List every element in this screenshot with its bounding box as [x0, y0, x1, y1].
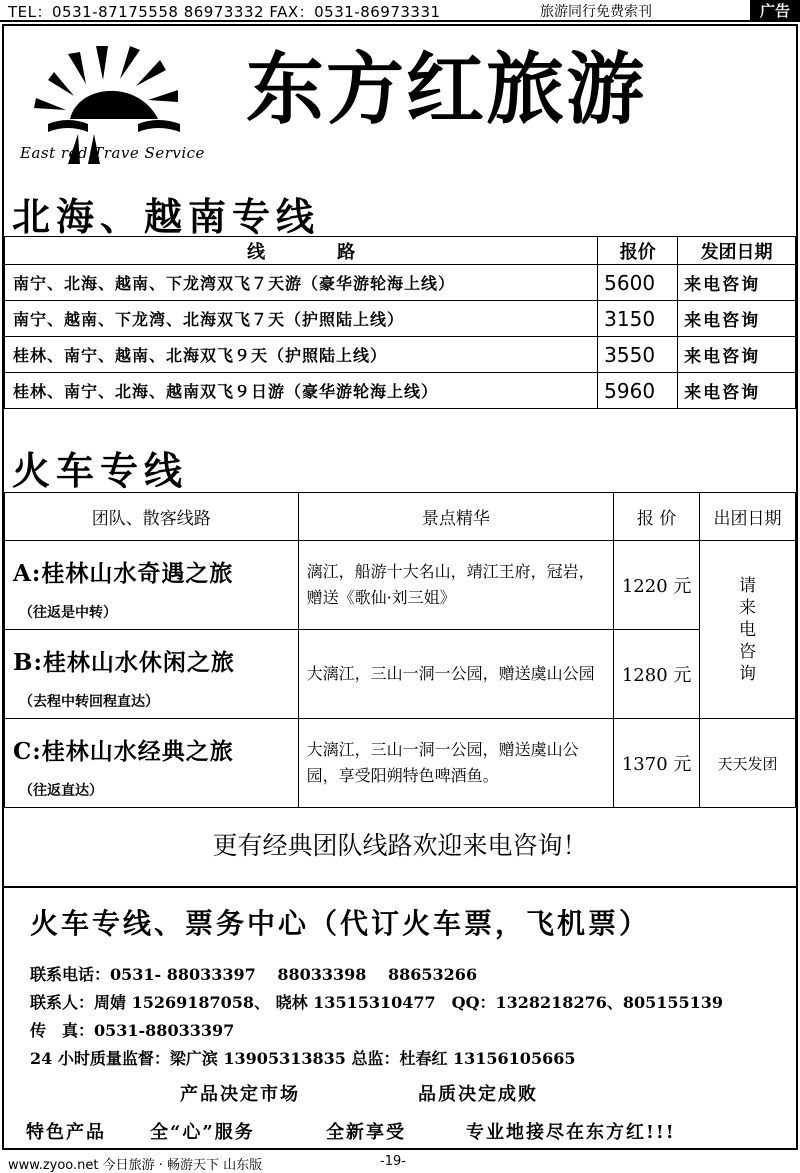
col-header-route: 线 路	[5, 237, 598, 265]
col-header-price: 报 价	[614, 493, 700, 541]
date-cell: 来电咨询	[678, 373, 796, 409]
slogan-item: 全“心”服务	[150, 1122, 255, 1143]
route-cell: 桂林、南宁、北海、越南双飞９日游（豪华游轮海上线）	[5, 373, 598, 409]
slogan-item: 专业地接尽在东方红!!!	[466, 1122, 676, 1143]
tour-cell	[5, 719, 299, 808]
table-row	[5, 337, 796, 373]
table-row	[5, 301, 796, 337]
col-header-price: 报价	[598, 237, 678, 265]
ticket-center-title: 火车专线、票务中心（代订火车票，飞机票）	[30, 907, 651, 940]
quality-supervision: 24 小时质量监督：梁广滨 13905313835 总监：杜春红 13156105665	[30, 1049, 576, 1068]
col-header-date: 发团日期	[678, 237, 796, 265]
price-cell: 3150	[598, 301, 678, 337]
table-header	[5, 237, 796, 265]
route-cell: 南宁、越南、下龙湾、北海双飞７天（护照陆上线）	[5, 301, 598, 337]
col-header-route: 团队、散客线路	[5, 493, 299, 541]
table-row	[5, 265, 796, 301]
date-cell: 来电咨询	[678, 337, 796, 373]
highlights-cell: 漓江，船游十大名山，靖江王府，冠岩，赠送《歌仙·刘三姐》	[298, 541, 614, 630]
table-row	[5, 630, 796, 719]
brand-name-cn: 东方红旅游	[246, 45, 647, 135]
date-cell	[700, 541, 796, 719]
footer	[0, 1152, 800, 1172]
table-header	[5, 493, 796, 541]
footer-site: www.zyoo.net 今日旅游 · 畅游天下 山东版	[8, 1158, 263, 1173]
highlights-cell: 大漓江，三山一洞一公园，赠送虞山公园	[298, 630, 614, 719]
tour-name: B:桂林山水休闲之旅	[13, 648, 235, 676]
tour-note: （去程中转回程直达）	[19, 693, 159, 710]
price-cell: 5600	[598, 265, 678, 301]
price-cell: 1280 元	[614, 630, 700, 719]
more-routes-banner: 更有经典团队线路欢迎来电咨询！	[4, 804, 796, 888]
table-row	[5, 719, 796, 808]
contact-line: TEL：0531-87175558 86973332 FAX：0531-86973331	[8, 3, 441, 21]
contact-phone: 联系电话：0531- 88033397 88033398 88653266	[30, 965, 478, 984]
tour-note: （往返是中转）	[19, 604, 117, 621]
tour-note: （往返直达）	[19, 782, 103, 799]
table-row	[5, 373, 796, 409]
beihai-vietnam-table	[4, 236, 796, 409]
ad-badge: 广告	[750, 0, 800, 22]
price-cell: 5960	[598, 373, 678, 409]
col-header-date: 出团日期	[700, 493, 796, 541]
train-tour-table	[4, 492, 796, 808]
brand-name-en: East red Trave Service	[20, 144, 205, 162]
tour-cell	[5, 541, 299, 630]
page-number: -19-	[380, 1154, 406, 1169]
highlights-cell: 大漓江，三山一洞一公园，赠送虞山公园，享受阳朔特色啤酒鱼。	[298, 719, 614, 808]
tour-name: A:桂林山水奇遇之旅	[13, 559, 234, 587]
tour-name: C:桂林山水经典之旅	[13, 737, 234, 765]
slogan-item: 特色产品	[26, 1122, 106, 1143]
slogan-quality: 品质决定成败	[418, 1084, 538, 1105]
date-consult: 请来电咨询	[739, 575, 757, 684]
price-cell: 1370 元	[614, 719, 700, 808]
date-cell: 来电咨询	[678, 265, 796, 301]
price-cell: 3550	[598, 337, 678, 373]
price-cell: 1220 元	[614, 541, 700, 630]
slogan-market: 产品决定市场	[180, 1084, 300, 1105]
date-cell: 来电咨询	[678, 301, 796, 337]
table-row	[5, 541, 796, 630]
tour-cell	[5, 630, 299, 719]
contact-people: 联系人：周婧 15269187058、 晓林 13515310477 QQ：1328218276、805155139	[30, 993, 724, 1012]
date-cell: 天天发团	[700, 719, 796, 808]
tagline: 旅游同行免费索刊	[540, 4, 652, 20]
section-title-train: 火车专线	[12, 448, 189, 493]
contact-fax: 传 真：0531-88033397	[30, 1021, 235, 1040]
route-cell: 桂林、南宁、越南、北海双飞９天（护照陆上线）	[5, 337, 598, 373]
col-header-highlights: 景点精华	[298, 493, 614, 541]
top-bar	[0, 0, 800, 22]
route-cell: 南宁、北海、越南、下龙湾双飞７天游（豪华游轮海上线）	[5, 265, 598, 301]
section-title-beihai: 北海、越南专线	[12, 194, 321, 239]
slogan-item: 全新享受	[326, 1122, 406, 1143]
